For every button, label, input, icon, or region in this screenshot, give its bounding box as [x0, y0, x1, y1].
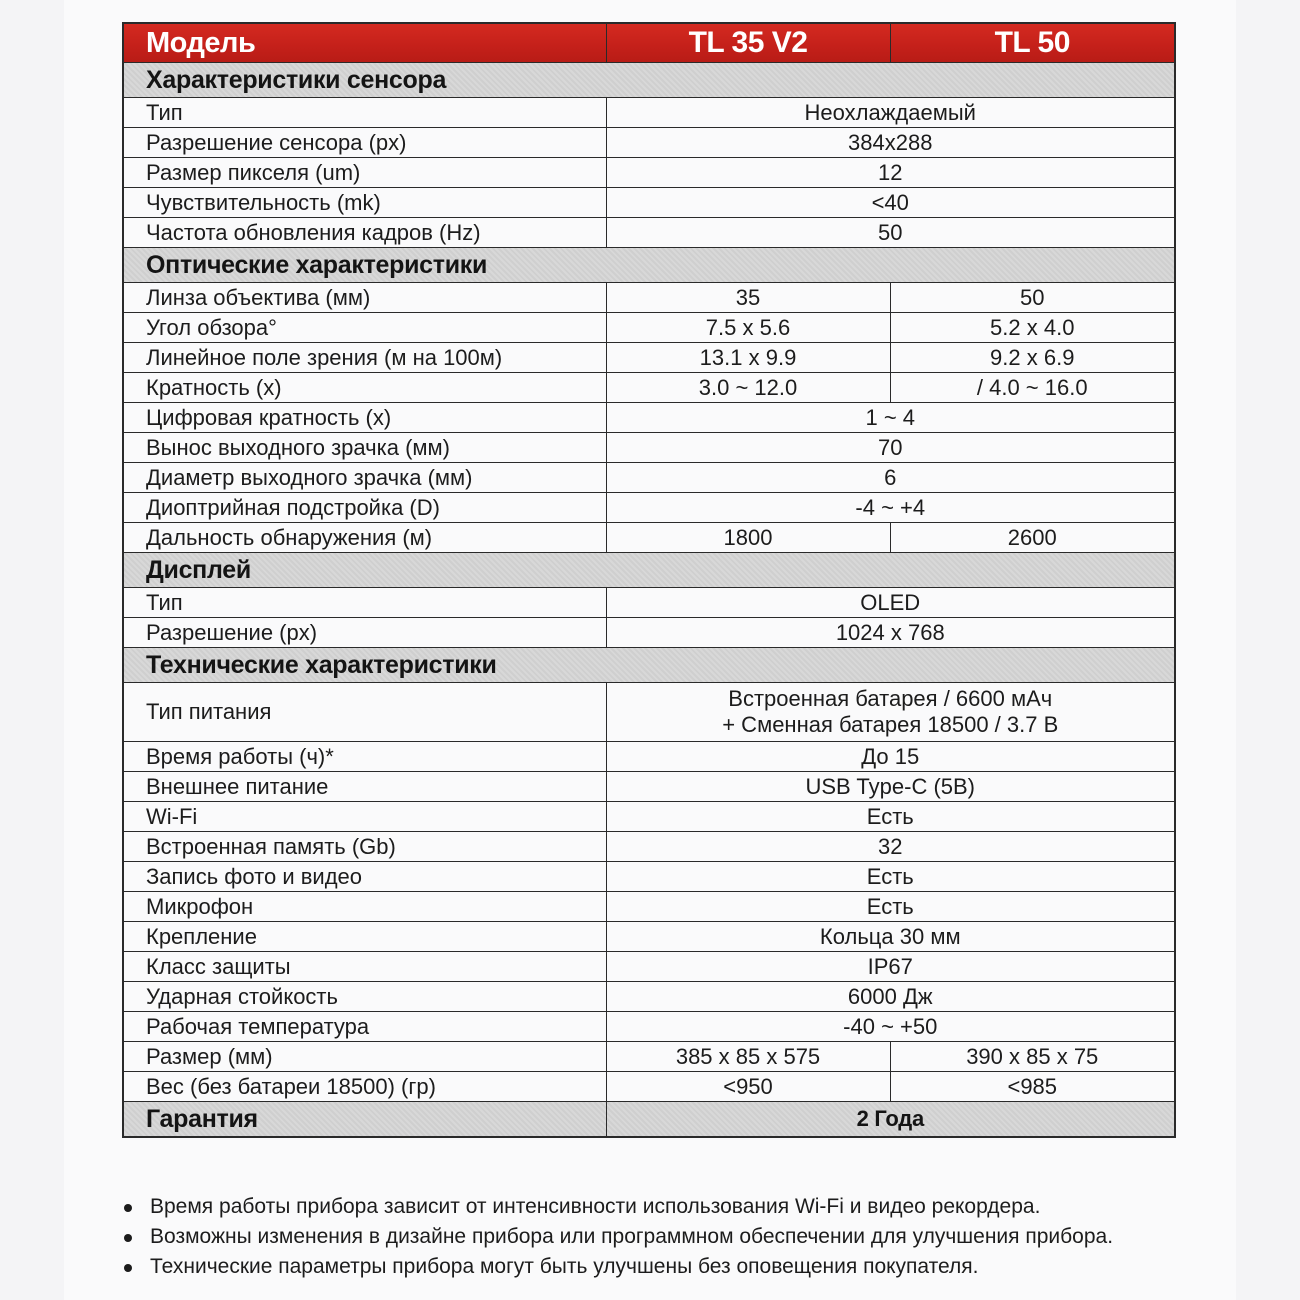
spec-label: Тип — [123, 588, 606, 618]
spec-value-shared: Неохлаждаемый — [606, 98, 1175, 128]
warranty-label: Гарантия — [123, 1102, 606, 1138]
spec-label: Тип — [123, 98, 606, 128]
spec-label: Вынос выходного зрачка (мм) — [123, 433, 606, 463]
spec-label: Запись фото и видео — [123, 862, 606, 892]
spec-value-shared: -40 ~ +50 — [606, 1012, 1175, 1042]
section-header-row — [123, 63, 1175, 98]
bullet-icon — [124, 1234, 132, 1242]
spec-row — [123, 832, 1175, 862]
spec-row — [123, 98, 1175, 128]
spec-row — [123, 313, 1175, 343]
spec-label: Цифровая кратность (x) — [123, 403, 606, 433]
spec-value-shared: 384x288 — [606, 128, 1175, 158]
spec-row — [123, 493, 1175, 523]
spec-row — [123, 283, 1175, 313]
spec-value-tl35v2: 35 — [606, 283, 890, 313]
spec-value-tl35v2: 7.5 x 5.6 — [606, 313, 890, 343]
spec-row — [123, 433, 1175, 463]
spec-label: Разрешение (px) — [123, 618, 606, 648]
spec-row — [123, 683, 1175, 742]
bullet-icon — [124, 1204, 132, 1212]
spec-label: Разрешение сенсора (px) — [123, 128, 606, 158]
spec-value-tl35v2: 385 x 85 x 575 — [606, 1042, 890, 1072]
spec-row — [123, 772, 1175, 802]
spec-label: Встроенная память (Gb) — [123, 832, 606, 862]
spec-label: Тип питания — [123, 683, 606, 742]
spec-row — [123, 982, 1175, 1012]
footnote-item: Возможны изменения в дизайне прибора или программном обеспечении для улучшения прибора. — [122, 1222, 1222, 1252]
spec-label: Ударная стойкость — [123, 982, 606, 1012]
spec-value-shared: 12 — [606, 158, 1175, 188]
spec-value-line: + Сменная батарея 18500 / 3.7 В — [722, 712, 1059, 737]
spec-label: Вес (без батареи 18500) (гр) — [123, 1072, 606, 1102]
spec-value-shared: 6000 Дж — [606, 982, 1175, 1012]
spec-value-shared: USB Type-C (5В) — [606, 772, 1175, 802]
spec-row — [123, 802, 1175, 832]
section-title: Технические характеристики — [123, 648, 1175, 683]
spec-row — [123, 373, 1175, 403]
spec-value-shared: Есть — [606, 862, 1175, 892]
spec-label: Микрофон — [123, 892, 606, 922]
spec-value-tl50: <985 — [890, 1072, 1175, 1102]
spec-value-shared — [606, 683, 1175, 742]
spec-row — [123, 128, 1175, 158]
spec-label: Класс защиты — [123, 952, 606, 982]
section-header-row — [123, 648, 1175, 683]
section-title: Характеристики сенсора — [123, 63, 1175, 98]
spec-value-shared: Есть — [606, 892, 1175, 922]
section-header-row — [123, 248, 1175, 283]
spec-row — [123, 158, 1175, 188]
spec-row — [123, 218, 1175, 248]
section-title: Дисплей — [123, 553, 1175, 588]
footnotes-list — [122, 1192, 1222, 1282]
spec-row — [123, 523, 1175, 553]
section-title: Оптические характеристики — [123, 248, 1175, 283]
spec-value-tl50: 50 — [890, 283, 1175, 313]
spec-table — [122, 22, 1176, 1138]
spec-label: Диоптрийная подстройка (D) — [123, 493, 606, 523]
spec-value-shared: 1024 x 768 — [606, 618, 1175, 648]
spec-row — [123, 862, 1175, 892]
spec-label: Частота обновления кадров (Hz) — [123, 218, 606, 248]
spec-label: Время работы (ч)* — [123, 742, 606, 772]
spec-row — [123, 1012, 1175, 1042]
spec-value-tl50: 390 x 85 x 75 — [890, 1042, 1175, 1072]
spec-label: Чувствительность (mk) — [123, 188, 606, 218]
spec-value-shared: 6 — [606, 463, 1175, 493]
spec-row — [123, 463, 1175, 493]
footnote-item: Технические параметры прибора могут быть улучшены без оповещения покупателя. — [122, 1252, 1222, 1282]
spec-label: Угол обзора° — [123, 313, 606, 343]
warranty-value: 2 Года — [606, 1102, 1175, 1138]
spec-row — [123, 588, 1175, 618]
spec-value-shared: <40 — [606, 188, 1175, 218]
spec-label: Кратность (x) — [123, 373, 606, 403]
spec-row — [123, 892, 1175, 922]
spec-label: Диаметр выходного зрачка (мм) — [123, 463, 606, 493]
spec-label: Размер пикселя (um) — [123, 158, 606, 188]
spec-value-shared: Есть — [606, 802, 1175, 832]
spec-value-tl35v2: 1800 — [606, 523, 890, 553]
spec-row — [123, 403, 1175, 433]
section-header-row — [123, 553, 1175, 588]
table-header-row — [123, 23, 1175, 63]
spec-label: Дальность обнаружения (м) — [123, 523, 606, 553]
spec-value-tl50: 9.2 x 6.9 — [890, 343, 1175, 373]
spec-value-shared: 70 — [606, 433, 1175, 463]
spec-label: Размер (мм) — [123, 1042, 606, 1072]
spec-value-shared: 50 — [606, 218, 1175, 248]
spec-value-shared: 32 — [606, 832, 1175, 862]
model-tl50-header: TL 50 — [890, 23, 1175, 63]
spec-value-tl35v2: 13.1 x 9.9 — [606, 343, 890, 373]
spec-value-shared: До 15 — [606, 742, 1175, 772]
spec-label: Wi-Fi — [123, 802, 606, 832]
spec-value-tl50: 2600 — [890, 523, 1175, 553]
model-tl35v2-header: TL 35 V2 — [606, 23, 890, 63]
spec-row — [123, 922, 1175, 952]
spec-label: Внешнее питание — [123, 772, 606, 802]
footnote-item: Время работы прибора зависит от интенсивности использования Wi-Fi и видео рекордера. — [122, 1192, 1222, 1222]
spec-value-shared: Кольца 30 мм — [606, 922, 1175, 952]
spec-row — [123, 343, 1175, 373]
spec-label: Линейное поле зрения (м на 100м) — [123, 343, 606, 373]
warranty-row — [123, 1102, 1175, 1138]
spec-label: Рабочая температура — [123, 1012, 606, 1042]
spec-value-shared: 1 ~ 4 — [606, 403, 1175, 433]
spec-value-shared: -4 ~ +4 — [606, 493, 1175, 523]
spec-row — [123, 618, 1175, 648]
spec-row — [123, 742, 1175, 772]
spec-value-tl35v2: 3.0 ~ 12.0 — [606, 373, 890, 403]
spec-value-shared: IP67 — [606, 952, 1175, 982]
bullet-icon — [124, 1264, 132, 1272]
spec-label: Линза объектива (мм) — [123, 283, 606, 313]
spec-row — [123, 1072, 1175, 1102]
spec-row — [123, 188, 1175, 218]
spec-value-tl35v2: <950 — [606, 1072, 890, 1102]
spec-value-line: Встроенная батарея / 6600 мАч — [728, 686, 1053, 711]
model-header-label: Модель — [123, 23, 606, 63]
spec-row — [123, 952, 1175, 982]
spec-value-shared: OLED — [606, 588, 1175, 618]
spec-label: Крепление — [123, 922, 606, 952]
spec-value-tl50: 5.2 x 4.0 — [890, 313, 1175, 343]
spec-value-tl50: / 4.0 ~ 16.0 — [890, 373, 1175, 403]
spec-row — [123, 1042, 1175, 1072]
